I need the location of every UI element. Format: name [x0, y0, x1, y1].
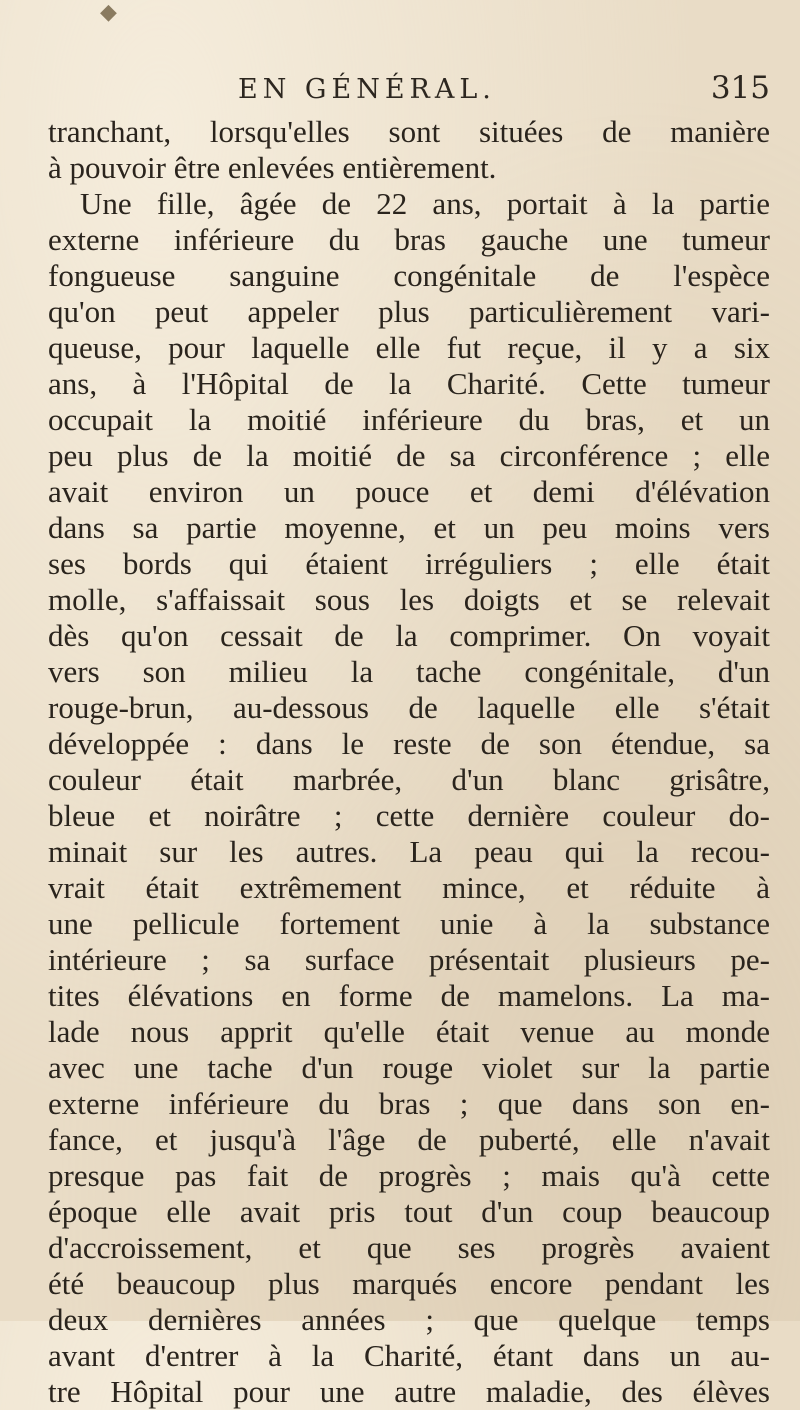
text-line: qu'on peut appeler plus particulièrement vari-	[48, 294, 770, 329]
text-line: à pouvoir être enlevées entièrement.	[48, 150, 497, 185]
text-line: avant d'entrer à la Charité, étant dans un au-	[48, 1338, 770, 1373]
text-line: deux dernières années ; que quelque temps	[48, 1302, 770, 1337]
text-line: intérieure ; sa surface présentait plusieurs pe-	[48, 942, 770, 977]
text-line: été beaucoup plus marqués encore pendant les	[48, 1266, 770, 1301]
text-line: une pellicule fortement unie à la substance	[48, 906, 770, 941]
text-line: ses bords qui étaient irréguliers ; elle était	[48, 546, 770, 581]
text-line: couleur était marbrée, d'un blanc grisâtre,	[48, 762, 770, 797]
text-line: d'accroissement, et que ses progrès avaient	[48, 1230, 770, 1265]
text-line: fance, et jusqu'à l'âge de puberté, elle n'avait	[48, 1122, 770, 1157]
text-line: occupait la moitié inférieure du bras, et un	[48, 402, 770, 437]
text-line: tre Hôpital pour une autre maladie, des élèves	[48, 1374, 770, 1409]
text-line: lade nous apprit qu'elle était venue au monde	[48, 1014, 770, 1049]
text-line: vrait était extrêmement mince, et réduite à	[48, 870, 770, 905]
ink-mark: ◆	[100, 0, 117, 25]
text-line: avec une tache d'un rouge violet sur la partie	[48, 1050, 770, 1085]
text-line: ans, à l'Hôpital de la Charité. Cette tumeur	[48, 366, 770, 401]
text-line: molle, s'affaissait sous les doigts et se relevait	[48, 582, 770, 617]
text-line: minait sur les autres. La peau qui la recou-	[48, 834, 770, 869]
text-line: fongueuse sanguine congénitale de l'espèce	[48, 258, 770, 293]
text-line: époque elle avait pris tout d'un coup beaucoup	[48, 1194, 770, 1229]
text-line: tranchant, lorsqu'elles sont situées de manière	[48, 114, 770, 149]
text-line: dans sa partie moyenne, et un peu moins vers	[48, 510, 770, 545]
text-line: Une fille, âgée de 22 ans, portait à la partie	[80, 186, 770, 221]
text-line: vers son milieu la tache congénitale, d'un	[48, 654, 770, 689]
text-line: presque pas fait de progrès ; mais qu'à cette	[48, 1158, 770, 1193]
text-line: avait environ un pouce et demi d'élévation	[48, 474, 770, 509]
text-line: queuse, pour laquelle elle fut reçue, il y a six	[48, 330, 770, 365]
running-title: EN GÉNÉRAL.	[238, 74, 496, 105]
running-head	[230, 70, 770, 110]
text-line: externe inférieure du bras gauche une tumeur	[48, 222, 770, 257]
page-number: 315	[710, 70, 770, 106]
text-line: bleue et noirâtre ; cette dernière couleur do-	[48, 798, 770, 833]
text-line: externe inférieure du bras ; que dans son en-	[48, 1086, 770, 1121]
text-line: rouge-brun, au-dessous de laquelle elle s'était	[48, 690, 770, 725]
text-line: développée : dans le reste de son étendue, sa	[48, 726, 770, 761]
body-text	[48, 114, 770, 1410]
text-line: peu plus de la moitié de sa circonférence ; elle	[48, 438, 770, 473]
text-line: dès qu'on cessait de la comprimer. On voyait	[48, 618, 770, 653]
text-line: tites élévations en forme de mamelons. La ma-	[48, 978, 770, 1013]
